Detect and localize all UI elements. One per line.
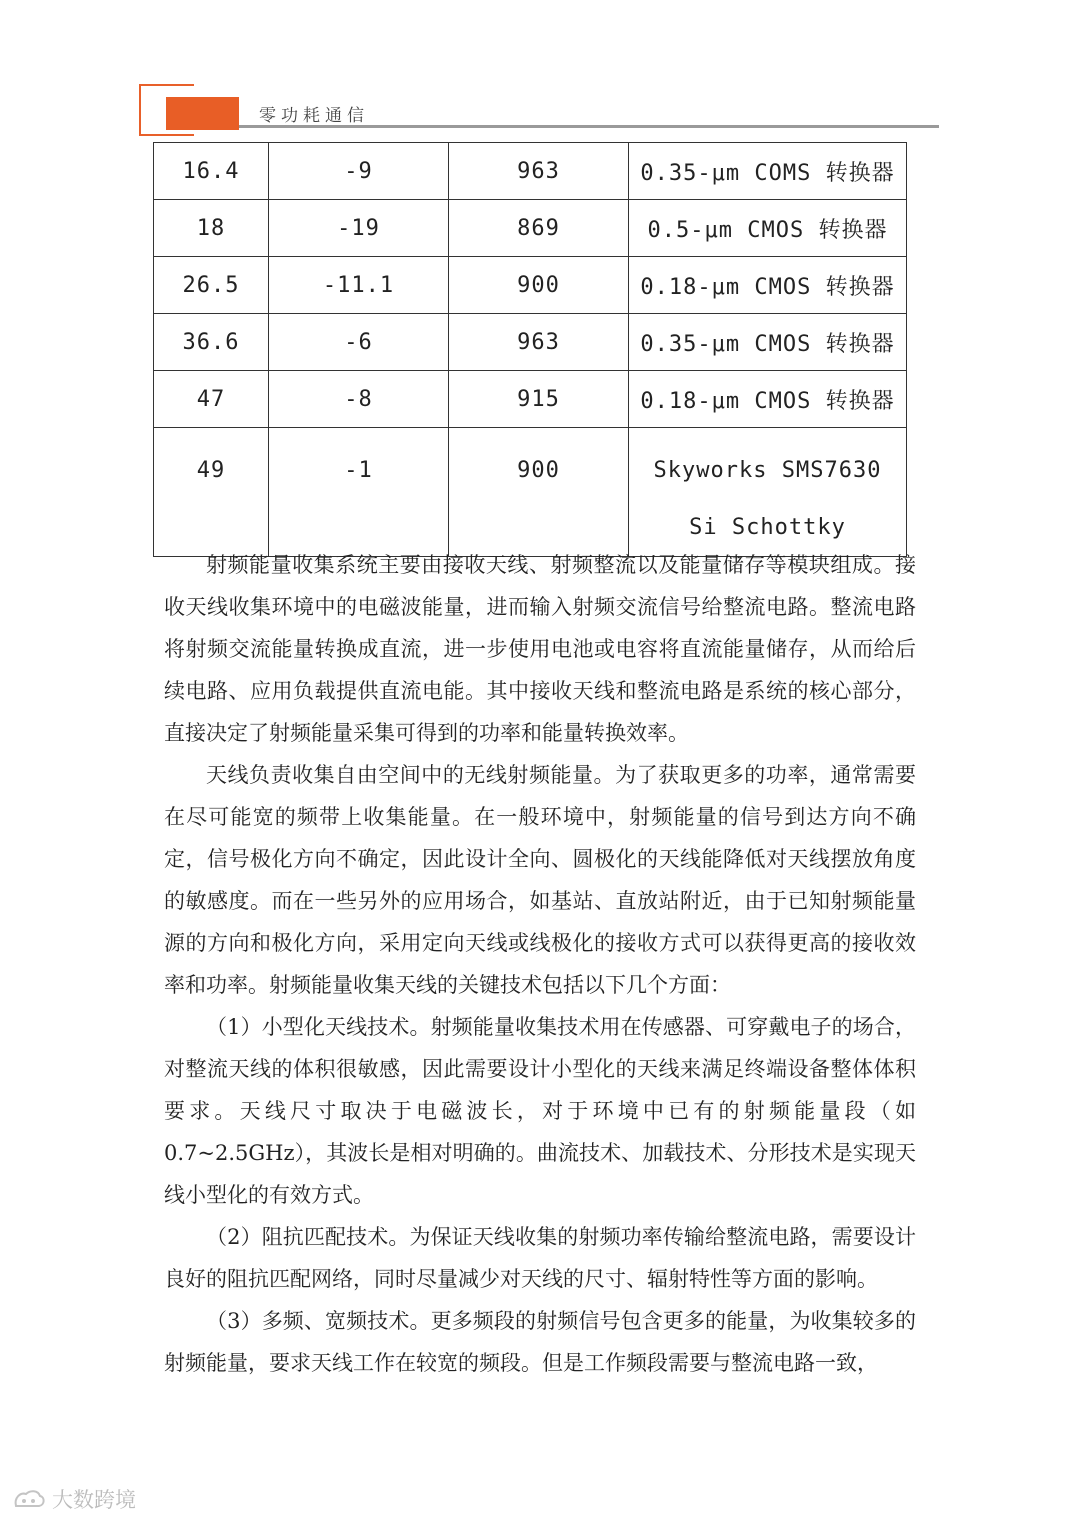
watermark-text: 大数跨境 [52,1488,136,1512]
paragraph: 射频能量收集系统主要由接收天线、射频整流以及能量储存等模块组成。接收天线收集环境中的电磁波能量，进而输入射频交流信号给整流电路。整流电路将射频交流能量转换成直流，进一步使用电池或电容将直流能量储存，从而给后续电路、应用负载提供直流电能。其中接收天线和整流电路是系统的核心部分，直接决定了射频能量采集可得到的功率和能量转换效率。 [164,553,916,745]
table-row [154,200,907,257]
table-cell: 869 [449,200,629,257]
table-cell: 0.5-μm CMOS 转换器 [629,200,907,257]
table-row [154,428,907,557]
header-accent-block [166,97,239,130]
body-text [164,544,916,1384]
table-row [154,257,907,314]
table-row [154,371,907,428]
table-cell: 26.5 [154,257,269,314]
data-table [153,142,907,557]
table-cell: -11.1 [269,257,449,314]
table-cell: 18 [154,200,269,257]
paragraph: （3）多频、宽频技术。更多频段的射频信号包含更多的能量，为收集较多的射频能量，要求天线工作在较宽的频段。但是工作频段需要与整流电路一致， [164,1309,916,1375]
table-cell: 0.35-μm COMS 转换器 [629,143,907,200]
table-cell: 36.6 [154,314,269,371]
running-header-title: 零功耗通信 [259,106,369,126]
table-cell: 915 [449,371,629,428]
table-cell: 49 [154,428,269,557]
paragraph: （2）阻抗匹配技术。为保证天线收集的射频功率传输给整流电路，需要设计良好的阻抗匹配网络，同时尽量减少对天线的尺寸、辐射特性等方面的影响。 [164,1225,916,1291]
table-cell: -9 [269,143,449,200]
table-cell: -6 [269,314,449,371]
table-cell: 16.4 [154,143,269,200]
table-cell: -1 [269,428,449,557]
paragraph: 天线负责收集自由空间中的无线射频能量。为了获取更多的功率，通常需要在尽可能宽的频带上收集能量。在一般环境中，射频能量的信号到达方向不确定，信号极化方向不确定，因此设计全向、圆极化的天线能降低对天线摆放角度的敏感度。而在一些另外的应用场合，如基站、直放站附近，由于已知射频能量源的方向和极化方向，采用定向天线或线极化的接收方式可以获得更高的接收效率和功率。射频能量收集天线的关键技术包括以下几个方面： [164,763,916,997]
table-cell: 963 [449,143,629,200]
table-cell: 47 [154,371,269,428]
watermark [12,1484,136,1514]
table-cell: -19 [269,200,449,257]
table-cell: 0.35-μm CMOS 转换器 [629,314,907,371]
table-cell: 0.18-μm CMOS 转换器 [629,257,907,314]
table-cell: 900 [449,428,629,557]
table-cell: 900 [449,257,629,314]
paragraph: （1）小型化天线技术。射频能量收集技术用在传感器、可穿戴电子的场合，对整流天线的体积很敏感，因此需要设计小型化的天线来满足终端设备整体体积要求。天线尺寸取决于电磁波长，对于环境中已有的射频能量段（如0.7~2.5GHz），其波长是相对明确的。曲流技术、加载技术、分形技术是实现天线小型化的有效方式。 [164,1015,916,1207]
table-cell: -8 [269,371,449,428]
table-row [154,314,907,371]
table-cell: 963 [449,314,629,371]
table-row [154,143,907,200]
watermark-logo-icon [12,1486,46,1512]
table-cell: Skyworks SMS7630 Si Schottky [629,428,907,557]
table-cell: 0.18-μm CMOS 转换器 [629,371,907,428]
